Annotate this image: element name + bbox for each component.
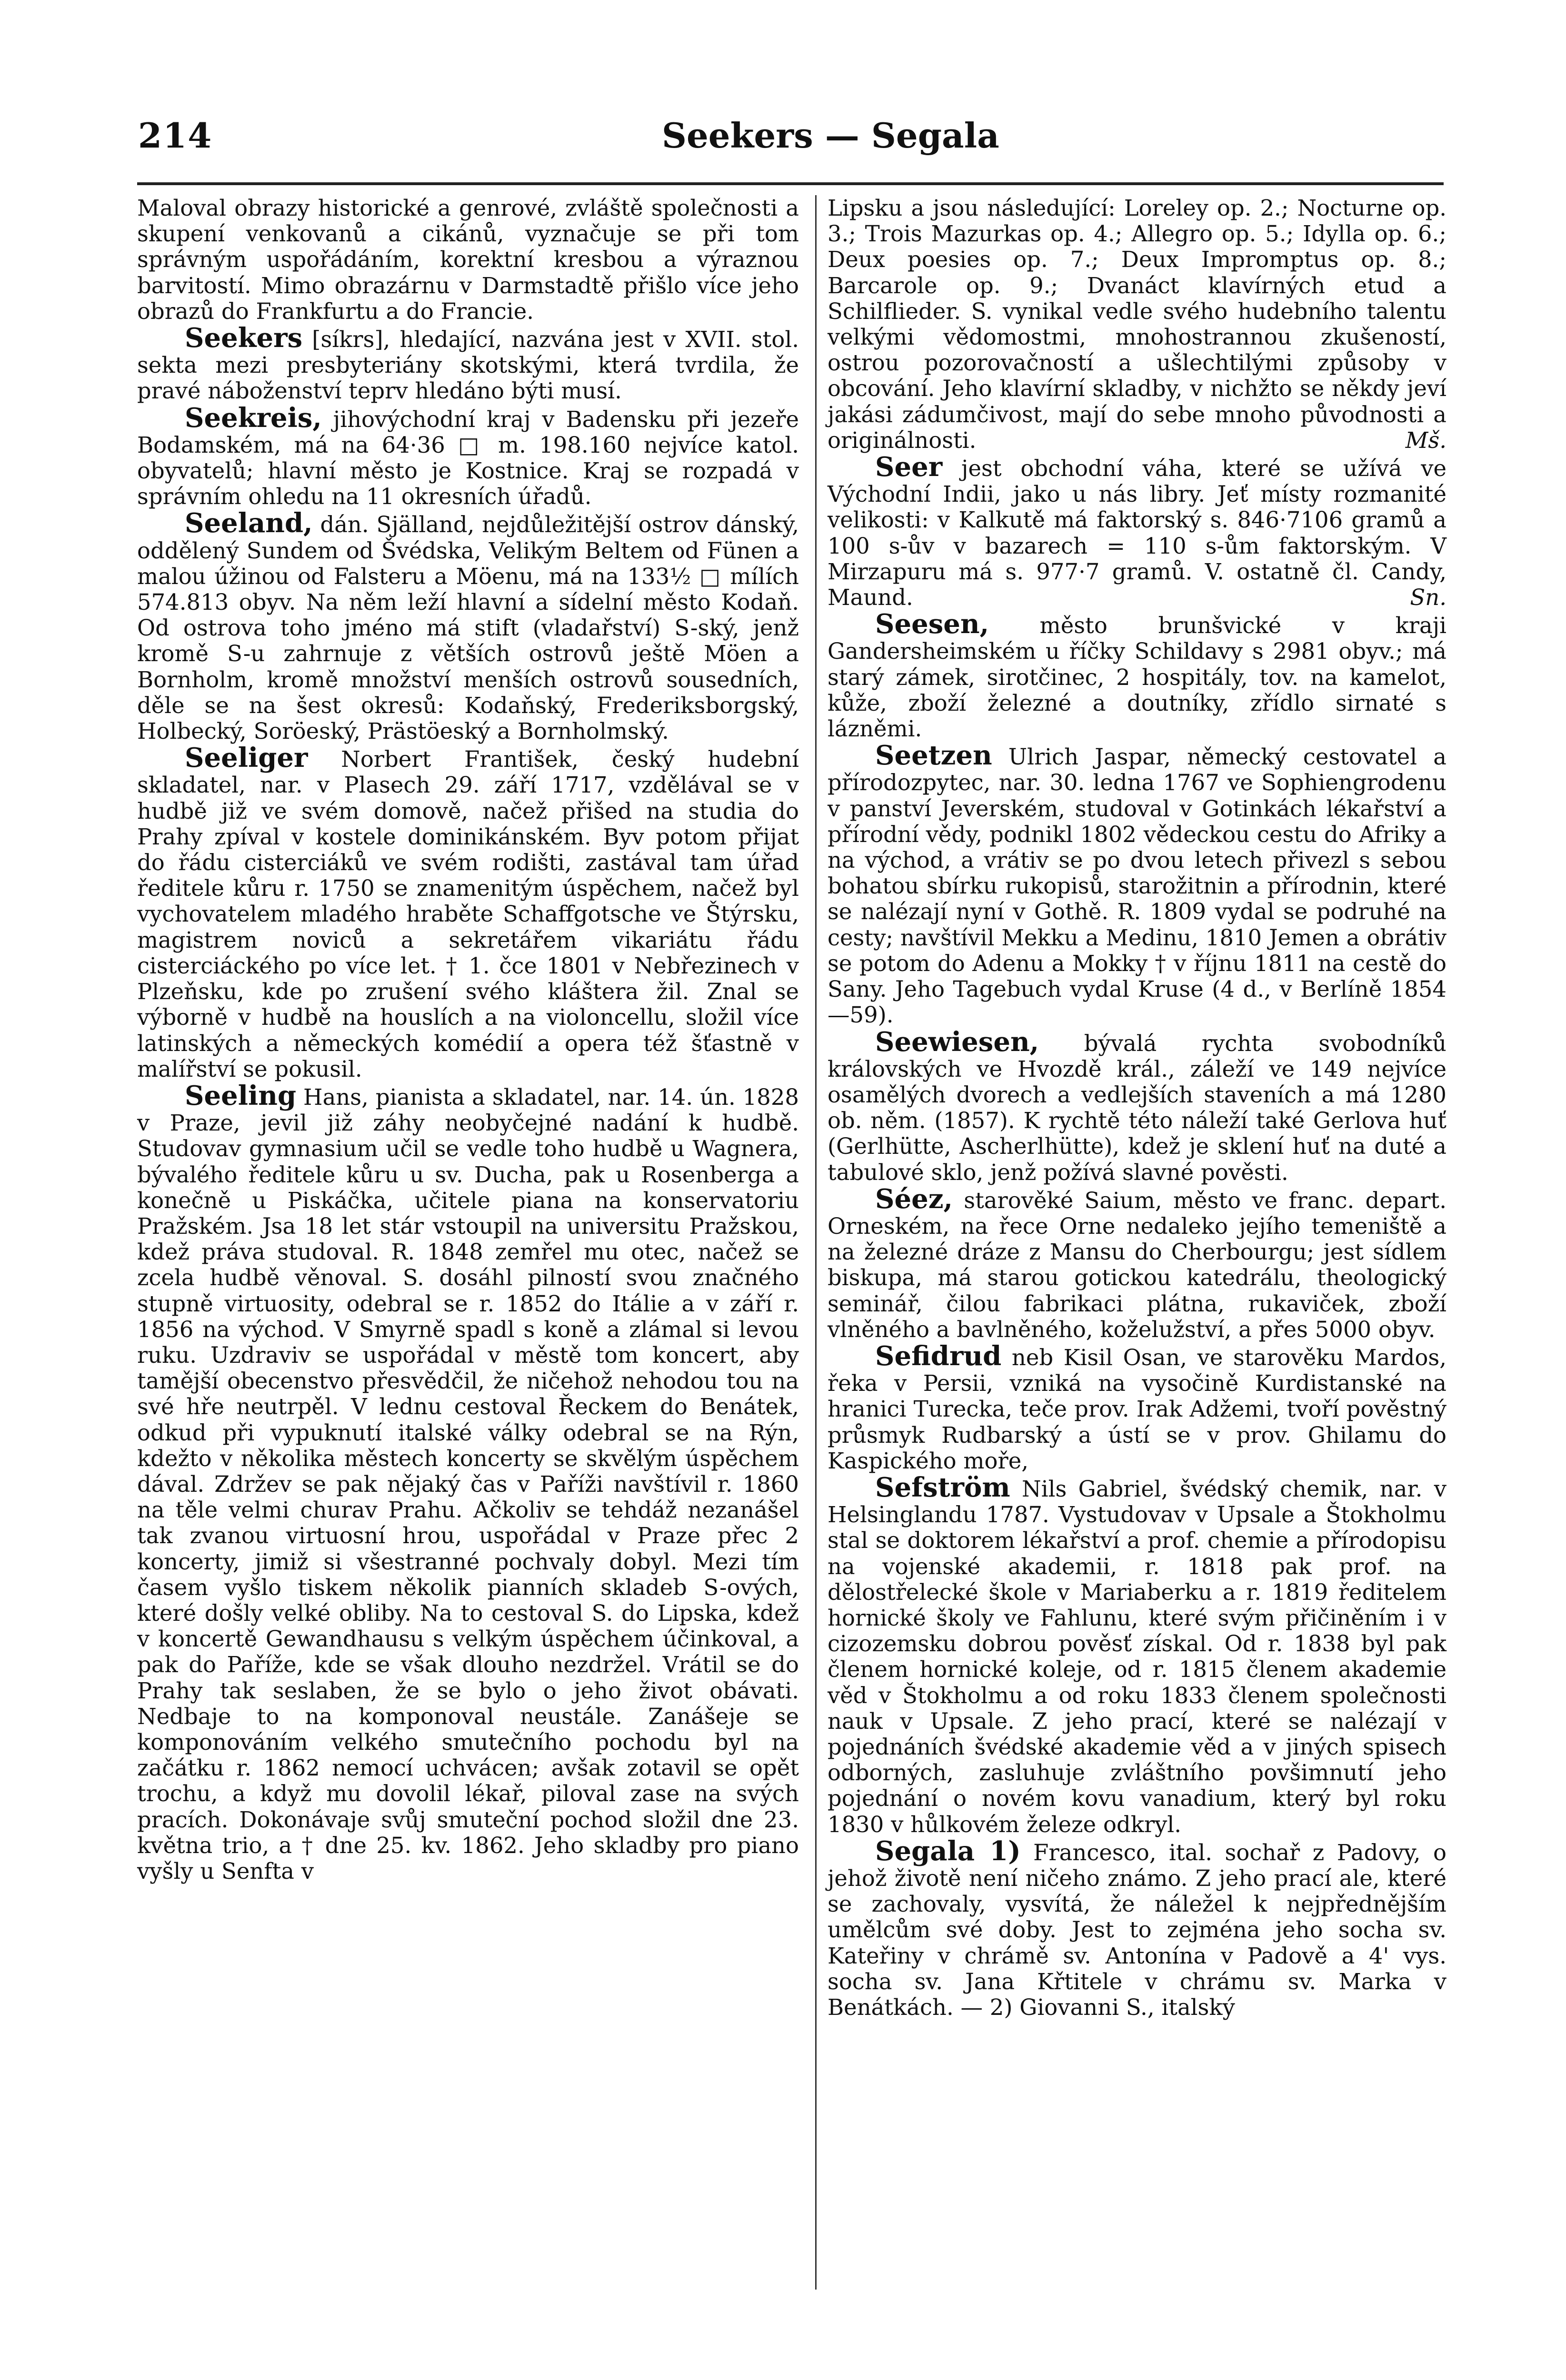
author-signature: Mš. [1405,427,1446,453]
entry-text: starověké Saium, město ve franc. depart. Orneském, na řece Orne nedaleko jejího temeniště a na železné dráze z Mansu do Cherbourgu; jest sídlem biskupa, má starou gotickou katedrálu, theologický seminář, čilou fabrikaci plátna, rukaviček, zboží vlněného a bavlněného, koželužství, a přes 5000 obyv. [828,1187,1446,1342]
entry [137,322,799,404]
entry-headword: Seesen, [875,608,989,640]
header-rule [137,182,1444,185]
entry-text: Maloval obrazy historické a genrové, zvláště společnosti a skupení venkovanů a cikánů, vyznačuje se při tom správným uspořádáním, korektní kresbou a výraznou barvitostí. Mimo obrazárnu v Darmstadtě přišlo více jeho obrazů do Frankfurtu a do Francie. [137,195,799,324]
entry [828,608,1446,742]
entry-text: Nils Gabriel, švédský chemik, nar. v Helsinglandu 1787. Vystudovav v Upsale a Štokholmu stal se doktorem lékařství a prof. chemie a přírodopisu na vojenské akademii, r. 1818 pak prof. na dělostřelecké škole v Mariaberku a r. 1819 ředitelem hornické školy ve Fahlunu, které svým přičiněním i v cizozemsku dobrou pověsť získal. Od r. 1838 byl pak členem hornické koleje, od r. 1815 členem akademie věd v Štokholmu a od roku 1833 členem společnosti nauk v Upsale. Z jeho prací, které se nalézají v pojednáních švédské akademie věd a v jiných spisech odborných, zasluhuje zvláštního povšimnutí jeho pojednání o novém kovu vanadium, který byl roku 1830 v hůlkovém železe odkryl. [828,1476,1446,1837]
entry-text: Francesco, ital. sochař z Padovy, o jehož životě není ničeho známo. Z jeho prací ale, které se zachovaly, vysvítá, že náležel k nejpřednějším umělcům své doby. Jest to zejména jeho socha sv. Kateřiny v chrámě sv. Antonína v Padově a 4' vys. socha sv. Jana Křtitele v chrámu sv. Marka v Benátkách. — 2) Giovanni S., italský [828,1839,1446,2021]
entry-headword: Seekreis, [185,402,322,434]
entry-headword: Sefidrud [875,1340,1002,1372]
entry [828,740,1446,1028]
entry-text: Ulrich Jaspar, německý cestovatel a přírodozpytec, nar. 30. ledna 1767 ve Sophiengrodenu v panství Jeverském, studoval v Gotinkách lékařství a přírodní vědy, podnikl 1802 vědeckou cestu do Afriky a na východ, a vrátiv se po dvou letech přivezl s sebou bohatou sbírku rukopisů, starožitnin a přírodnin, které se nalézají nyní v Gothě. R. 1809 vydal se podruhé na cesty; navštívil Mekku a Medinu, 1810 Jemen a obrátiv se potom do Adenu a Mokky † v říjnu 1811 na cestě do Sany. Jeho Tagebuch vydal Kruse (4 d., v Berlíně 1854—59). [828,744,1446,1028]
entry-text: Lipsku a jsou následující: Loreley op. 2.; Nocturne op. 3.; Trois Mazurkas op. 4.; Allegro op. 5.; Idylla op. 6.; Deux poesies op. 7.; Deux Impromptus op. 8.; Barcarole op. 9.; Dvanáct klavírných etud a Schilflieder. S. vynikal vedle svého hudebního talentu velkými vědomostmi, mnohostrannou zkušeností, ostrou pozorovačností a ušlechtilými způsoby v obcování. Jeho klavírní skladby, v nichžto se někdy jeví jakási zádumčivost, mají do sebe mnoho původnosti a originálnosti. [828,195,1446,453]
entry-text: bývalá rychta svobodníků královských ve Hvozdě král., záleží ve 149 nejvíce osamělých dvorech a vedlejších staveních a má 1280 ob. něm. (1857). K rychtě této náleží také Gerlova huť (Gerlhütte, Ascherlhütte), kdež je sklení huť na duté a tabulové sklo, jenž požívá slavné pověsti. [828,1030,1446,1185]
page-header [138,110,1438,163]
entry-headword: Seekers [185,322,303,354]
entry-headword: Sefström [875,1471,1010,1503]
entry-headword: Seer [875,451,943,483]
running-head: Seekers — Segala [662,115,999,156]
entry [137,402,799,510]
entry-headword: Segala 1) [875,1835,1021,1867]
entry [828,1183,1446,1342]
entry [828,1471,1446,1837]
entry-headword: Séez, [875,1183,953,1215]
entry-text: město brunšvické v kraji Gandersheimském u říčky Schildavy s 2981 obyv.; má starý zámek, sirotčinec, 2 hospitály, tov. na kamelot, kůže, zboží železné a doutníky, zřídlo sirnaté s lázněmi. [828,613,1446,742]
entry-headword: Seeling [185,1080,297,1111]
entry [137,507,799,744]
entry-headword: Seeland, [185,507,313,539]
entry [828,1026,1446,1185]
entry [828,1835,1446,2021]
entry [828,451,1446,611]
author-signature: Sn. [1410,585,1446,611]
entry-headword: Seeliger [185,742,308,774]
column-divider [815,195,817,2290]
right-column [828,195,1446,2020]
entry-text: jest obchodní váha, které se užívá ve Východní Indii, jako u nás libry. Jeť místy rozmanité velikosti: v Kalkutě má faktorský s. 846·7106 gramů a 100 s-ův v bazarech = 110 s-ům faktorským. V Mirzapuru má s. 977·7 gramů. V. ostatně čl. Candy, Maund. [828,456,1446,611]
entry-text: neb Kisil Osan, ve starověku Mardos, řeka v Persii, vzniká na vysočině Kurdistanské na hranici Turecka, teče prov. Irak Adžemi, tvoří pověstný průsmyk Rudbarský a ústí se v prov. Ghilamu do Kaspického moře, [828,1344,1446,1474]
left-column [137,195,799,1884]
entry-text: Hans, pianista a skladatel, nar. 14. ún. 1828 v Praze, jevil již záhy neobyčejné nadání k hudbě. Studovav gymnasium učil se vedle toho hudbě u Wagnera, bývalého ředitele kůru u sv. Ducha, pak u Rosenberga a konečně u Piskáčka, učitele piana na konservatoriu Pražském. Jsa 18 let stár vstoupil na universitu Pražskou, kdež práva studoval. R. 1848 zemřel mu otec, načež se zcela hudbě věnoval. S. dosáhl pilností svou značného stupně virtuosity, odebral se r. 1852 do Itálie a v září r. 1856 na východ. V Smyrně spadl s koně a zlámal si levou ruku. Uzdraviv se uspořádal v městě tom koncert, aby tamější obecenstvo přesvědčil, že ničehož nehodou tou na své hře neutrpěl. V lednu cestoval Řeckem do Benátek, odkud při vypuknutí italské války odebral se na Rýn, kdežto v několika městech koncerty se skvělým úspěchem dával. Zdržev se pak nějaký čas v Paříži navštívil r. 1860 na těle velmi churav Prahu. Ačkoliv se tehdáž nezanášel tak zvanou virtuosní hrou, uspořádal v Praze přec 2 koncerty, jimiž si všestranné pochvaly dobyl. Mezi tím časem vyšlo tiskem několik pianních skladeb S-ových, které došly velké obliby. Na to cestoval S. do Lipska, kdež v koncertě Gewandhausu s velkým úspěchem účinkoval, a pak do Paříže, kde se však dlouho nezdržel. Vrátil se do Prahy tak seslaben, že se bylo o jeho život obávati. Nedbaje to na komponoval neustále. Zanášeje se komponováním velkého smutečního pochodu byl na začátku r. 1862 nemocí uchvácen; avšak zotavil se opět trochu, a když mu dovolil lékař, piloval zase na svých pracích. Dokonávaje svůj smuteční pochod složil dne 23. května trio, a † dne 25. kv. 1862. Jeho skladby pro piano vyšly u Senfta v [137,1084,799,1884]
entry-headword: Seewiesen, [875,1026,1039,1058]
entry-text: Norbert František, český hudební skladatel, nar. v Plasech 29. září 1717, vzdělával se v hudbě již ve svém domově, načež přišed na studia do Prahy zpíval v kostele dominikánském. Byv potom přijat do řádu cisterciáků ve svém rodišti, zastával tam úřad ředitele kůru r. 1750 se znamenitým úspěchem, načež byl vychovatelem mladého hraběte Schaffgotsche ve Štýrsku, magistrem noviců a sekretářem vikariátu řádu cisterciáckého po více let. † 1. čce 1801 v Nebřezinech v Plzeňsku, kde po zrušení svého kláštera žil. Znal se výborně v hudbě na houslích a na violoncellu, složil více latinských a německých komédií a opera též šťastně v malířství se pokusil. [137,746,799,1082]
entry [137,742,799,1082]
entry [828,195,1446,453]
entry [137,195,799,324]
page-number: 214 [138,115,213,156]
entry-text: jihovýchodní kraj v Badensku při jezeře Bodamském, má na 64·36 □ m. 198.160 nejvíce katol. obyvatelů; hlavní město je Kostnice. Kraj se rozpadá v správním ohledu na 11 okresních úřadů. [137,406,799,510]
entry-text: dán. Själland, nejdůležitější ostrov dánský, oddělený Sundem od Švédska, Velikým Beltem od Fünen a malou úžinou od Falsteru a Möenu, má na 133½ □ mílích 574.813 obyv. Na něm leží hlavní a sídelní město Kodaň. Od ostrova toho jméno má stift (vladařství) S-ský, jenž kromě S-u zahrnuje z větších ostrovů ještě Möen a Bornholm, kromě množství menších ostrovů sousedních, děle se na šest okresů: Kodaňský, Frederiksborgský, Holbecký, Soröeský, Prästöeský a Bornholmský. [137,512,799,744]
entry-text: [síkrs], hledající, nazvána jest v XVII. stol. sekta mezi presbyteriány skotskými, která tvrdila, že pravé náboženství teprv hledáno býti musí. [137,327,799,404]
entry [137,1080,799,1884]
entry [828,1340,1446,1474]
entry-headword: Seetzen [875,740,992,772]
